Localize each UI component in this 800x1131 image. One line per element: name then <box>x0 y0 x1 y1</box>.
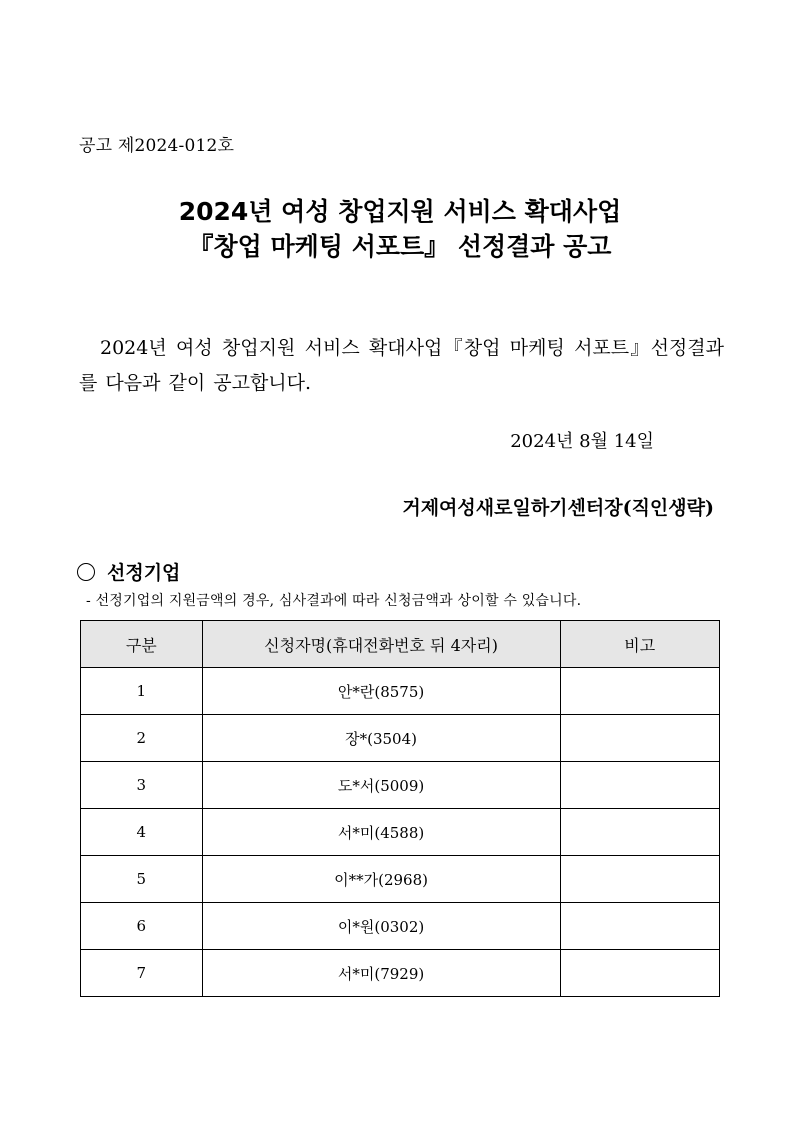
cell-name: 이**가(2968) <box>202 856 560 903</box>
cell-name: 서*미(7929) <box>202 950 560 997</box>
cell-no: 2 <box>81 715 203 762</box>
circle-bullet-icon <box>77 563 95 581</box>
document-title-line2: 『창업 마케팅 서포트』 선정결과 공고 <box>188 232 612 261</box>
cell-note <box>560 903 720 950</box>
table-row <box>81 950 720 997</box>
table-row <box>81 903 720 950</box>
notice-number: 공고 제2024-012호 <box>79 136 235 156</box>
cell-note <box>560 668 720 715</box>
cell-name: 서*미(4588) <box>202 809 560 856</box>
cell-name: 도*서(5009) <box>202 762 560 809</box>
cell-no: 7 <box>81 950 203 997</box>
cell-name: 이*원(0302) <box>202 903 560 950</box>
section-note: - 선정기업의 지원금액의 경우, 심사결과에 따라 신청금액과 상이할 수 있습니다. <box>86 593 582 609</box>
cell-no: 3 <box>81 762 203 809</box>
cell-no: 5 <box>81 856 203 903</box>
cell-note <box>560 762 720 809</box>
document-title-line1: 2024년 여성 창업지원 서비스 확대사업 <box>178 197 622 226</box>
cell-name: 안*란(8575) <box>202 668 560 715</box>
notice-body: 2024년 여성 창업지원 서비스 확대사업『창업 마케팅 서포트』선정결과를 다음과 같이 공고합니다. <box>79 337 724 394</box>
header-note: 비고 <box>560 621 720 668</box>
cell-note <box>560 950 720 997</box>
section-heading-label: 선정기업 <box>107 562 181 584</box>
selection-table <box>80 620 720 997</box>
notice-date: 2024년 8월 14일 <box>510 431 654 452</box>
section-heading <box>77 558 180 585</box>
header-name: 신청자명(휴대전화번호 뒤 4자리) <box>202 621 560 668</box>
table-row <box>81 856 720 903</box>
cell-no: 6 <box>81 903 203 950</box>
cell-note <box>560 856 720 903</box>
table-row <box>81 715 720 762</box>
issuer-name: 거제여성새로일하기센터장(직인생략) <box>402 497 714 519</box>
cell-name: 장*(3504) <box>202 715 560 762</box>
cell-note <box>560 809 720 856</box>
table-row <box>81 668 720 715</box>
cell-note <box>560 715 720 762</box>
table-row <box>81 762 720 809</box>
header-no: 구분 <box>81 621 203 668</box>
table-row <box>81 809 720 856</box>
cell-no: 1 <box>81 668 203 715</box>
table-header-row <box>81 621 720 668</box>
cell-no: 4 <box>81 809 203 856</box>
